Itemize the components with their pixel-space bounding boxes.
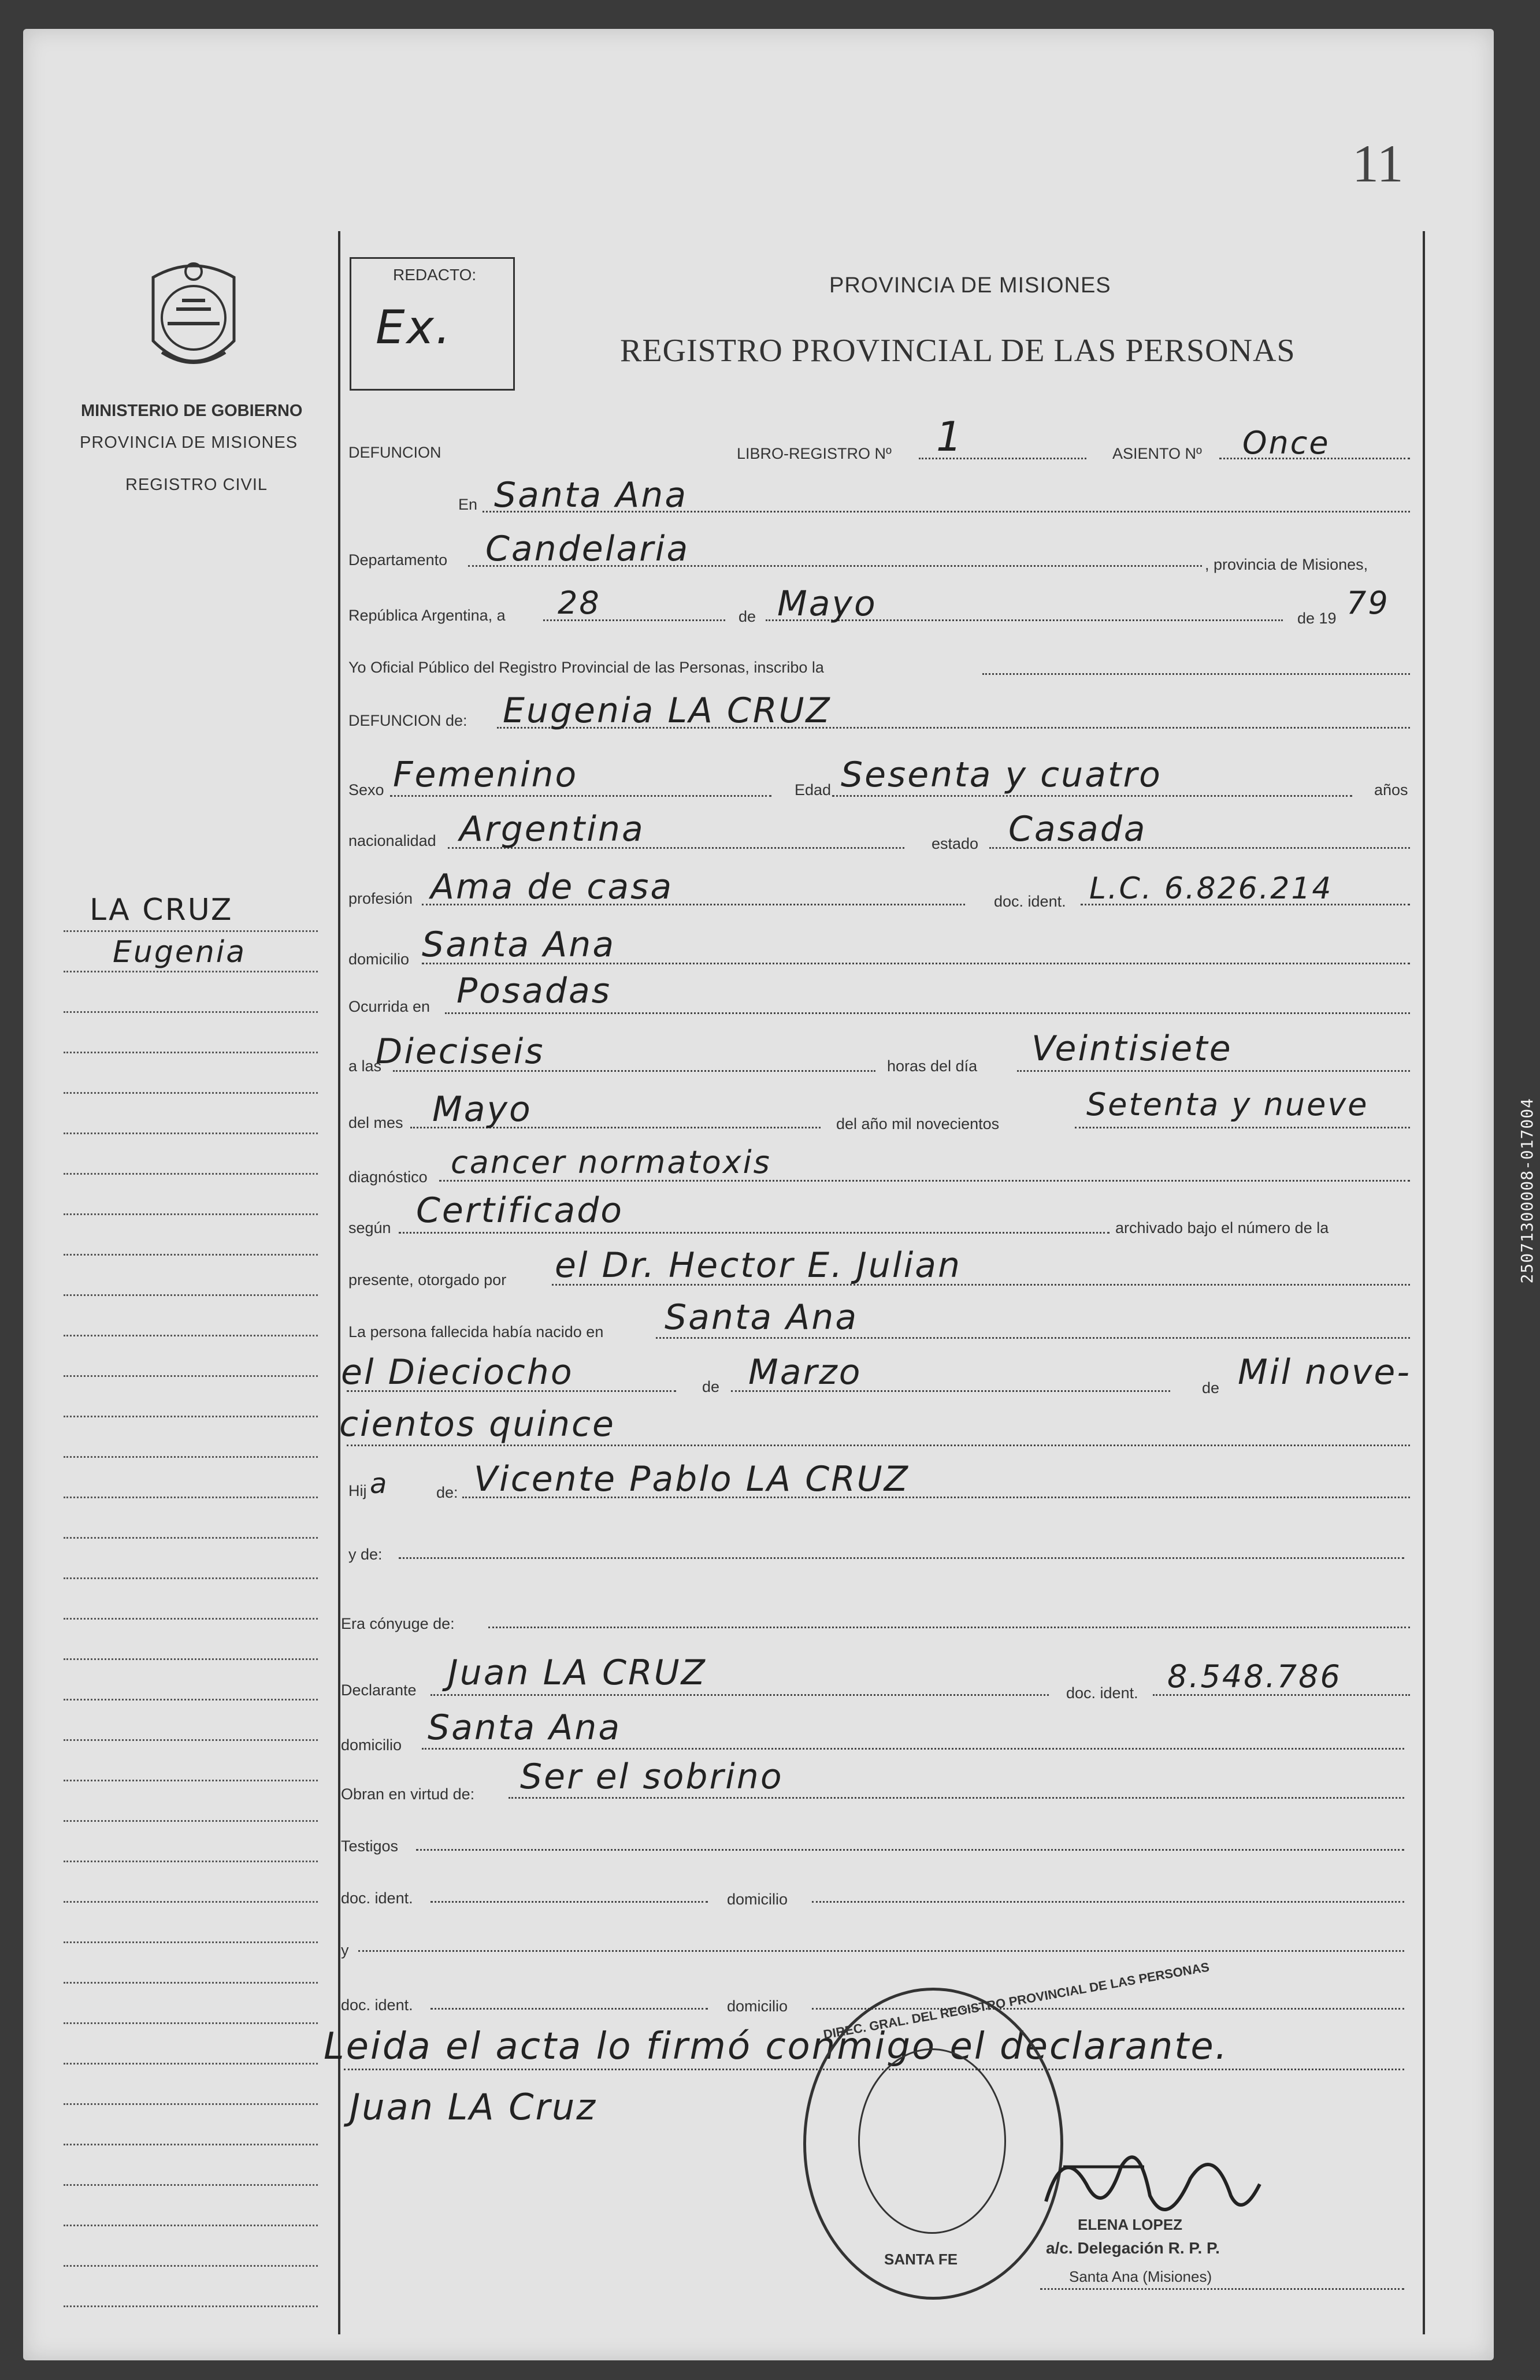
del-mes-value: Mayo xyxy=(432,1089,532,1130)
decl-doc-label: doc. ident. xyxy=(1066,1684,1138,1702)
archivado-label: archivado bajo el número de la xyxy=(1115,1219,1329,1237)
doc-ident-label: doc. ident. xyxy=(994,893,1066,910)
departamento-value: Candelaria xyxy=(485,529,690,569)
oficial-text: Yo Oficial Público del Registro Provincial de las Personas, inscribo la xyxy=(348,659,824,676)
nacionalidad-label: nacionalidad xyxy=(348,832,436,849)
de-label: de xyxy=(739,608,756,625)
margin-line xyxy=(64,1982,318,1984)
margin-line xyxy=(64,1375,318,1377)
nacido-value: Santa Ana xyxy=(665,1297,859,1338)
t1-dom-label: domicilio xyxy=(727,1891,788,1908)
sexo-label: Sexo xyxy=(348,781,384,799)
title-province: PROVINCIA DE MISIONES xyxy=(829,273,1111,298)
margin-given-name: Eugenia xyxy=(113,935,247,970)
margin-line xyxy=(64,2184,318,2186)
margin-line xyxy=(64,2305,318,2307)
diagnostico-value: cancer normatoxis xyxy=(451,1144,771,1180)
declarante-line xyxy=(431,1694,1049,1696)
decl-doc-value: 8.548.786 xyxy=(1167,1658,1342,1695)
estado-label: estado xyxy=(932,835,979,852)
el-value: el Dieciocho xyxy=(341,1352,574,1393)
ocurrida-label: Ocurrida en xyxy=(348,998,431,1015)
asiento-label: ASIENTO Nº xyxy=(1112,445,1202,462)
margin-line xyxy=(64,1780,318,1781)
anio-value: 79 xyxy=(1346,585,1390,621)
departamento-label: Departamento xyxy=(348,551,448,569)
margin-line xyxy=(64,1820,318,1822)
margin-line xyxy=(64,1416,318,1417)
margin-line xyxy=(64,1699,318,1700)
bottom-line xyxy=(1040,2288,1404,2290)
declarant-signature: Juan LA Cruz xyxy=(350,2086,597,2128)
margin-line xyxy=(64,1456,318,1458)
margin-line xyxy=(64,2063,318,2065)
del-mes-label: del mes xyxy=(348,1114,403,1131)
cientos-line xyxy=(347,1445,1410,1446)
edad-value: Sesenta y cuatro xyxy=(841,755,1162,795)
margin-line xyxy=(64,930,318,932)
domicilio-label: domicilio xyxy=(348,950,410,968)
leida-text: Leida el acta lo firmó conmigo el declarante. xyxy=(324,2025,1229,2068)
oficial-line xyxy=(982,673,1410,675)
t1-doc-label: doc. ident. xyxy=(341,1889,413,1907)
t2-doc-line xyxy=(431,2008,708,2010)
asiento-value: Once xyxy=(1242,425,1330,461)
redacto-label: REDACTO: xyxy=(393,266,477,284)
sexo-line xyxy=(390,795,771,797)
sexo-value: Femenino xyxy=(393,755,578,795)
declarante-label: Declarante xyxy=(341,1681,417,1699)
horas-dia-label: horas del día xyxy=(887,1057,978,1075)
hija-de-label: de: xyxy=(436,1484,458,1501)
profesion-value: Ama de casa xyxy=(431,867,674,907)
republica-label: República Argentina, a xyxy=(348,607,506,624)
margin-line xyxy=(64,1011,318,1013)
diagnostico-label: diagnóstico xyxy=(348,1168,428,1186)
presente-value: el Dr. Hector E. Julian xyxy=(555,1245,962,1286)
declarante-value: Juan LA CRUZ xyxy=(448,1653,707,1693)
margin-line xyxy=(64,2022,318,2024)
conyuge-label: Era cónyuge de: xyxy=(341,1615,455,1632)
ministry-label: MINISTERIO DE GOBIERNO xyxy=(81,402,303,420)
registry-label: REGISTRO CIVIL xyxy=(125,476,268,494)
ocurrida-value: Posadas xyxy=(457,971,612,1011)
type-label: DEFUNCION xyxy=(348,444,441,461)
libro-value: 1 xyxy=(936,413,964,461)
obran-value: Ser el sobrino xyxy=(520,1757,784,1797)
segun-value: Certificado xyxy=(416,1190,624,1231)
estado-value: Casada xyxy=(1008,809,1147,849)
anos-label: años xyxy=(1374,781,1408,799)
margin-line xyxy=(64,2103,318,2105)
margin-line xyxy=(64,1092,318,1094)
padre-value: Vicente Pablo LA CRUZ xyxy=(474,1459,910,1499)
dia-texto-line xyxy=(1017,1070,1410,1072)
margin-line xyxy=(64,1537,318,1539)
official-name: ELENA LOPEZ xyxy=(1078,2216,1183,2233)
decl-domicilio-label: domicilio xyxy=(341,1736,402,1754)
margin-line xyxy=(64,1052,318,1053)
seal-bottom: SANTA FE xyxy=(884,2251,958,2268)
de-mil-label: de xyxy=(1202,1379,1220,1397)
margin-line xyxy=(64,2144,318,2145)
hora-value: Dieciseis xyxy=(376,1031,545,1072)
margin-line xyxy=(64,1294,318,1296)
left-frame-line xyxy=(338,231,340,2334)
margin-line xyxy=(64,1133,318,1134)
y-de-line xyxy=(399,1557,1404,1559)
margin-surname: LA CRUZ xyxy=(90,893,233,927)
official-role: a/c. Delegación R. P. P. xyxy=(1046,2239,1220,2257)
margin-line xyxy=(64,971,318,972)
y-de-label: y de: xyxy=(348,1546,383,1563)
domicilio-value: Santa Ana xyxy=(422,924,616,965)
edad-line xyxy=(832,795,1352,797)
anio-texto-value: Setenta y nueve xyxy=(1086,1086,1369,1123)
presente-label: presente, otorgado por xyxy=(348,1271,507,1289)
hija-label: Hij xyxy=(348,1482,367,1499)
obran-line xyxy=(509,1797,1404,1799)
testigos-line xyxy=(416,1849,1404,1851)
ocurrida-line xyxy=(445,1012,1410,1014)
a-las-label: a las xyxy=(348,1057,382,1075)
margin-line xyxy=(64,1739,318,1741)
decl-domicilio-value: Santa Ana xyxy=(428,1707,622,1748)
nacido-label: La persona fallecida había nacido en xyxy=(348,1323,604,1341)
margin-line xyxy=(64,1497,318,1498)
seal-text: DIREC. GRAL. DEL REGISTRO PROVINCIAL DE LAS PERSONAS xyxy=(822,1959,1211,2042)
margin-line xyxy=(64,2265,318,2267)
side-code: 25071300008-017004 xyxy=(1517,1098,1537,1284)
margin-line xyxy=(64,1861,318,1862)
del-anio-label: del año mil novecientos xyxy=(836,1115,1000,1133)
y-label: y xyxy=(341,1941,349,1959)
en-value: Santa Ana xyxy=(494,475,688,515)
official-seal-inner xyxy=(858,2048,1006,2234)
margin-line xyxy=(64,1577,318,1579)
t2-dom-label: domicilio xyxy=(727,1997,788,2015)
coat-of-arms-emblem xyxy=(142,254,246,381)
margin-line xyxy=(64,1658,318,1660)
t2-doc-label: doc. ident. xyxy=(341,1996,413,2014)
en-label: En xyxy=(458,496,478,513)
mil-value: Mil nove- xyxy=(1238,1352,1411,1393)
de19-label: de 19 xyxy=(1297,610,1337,627)
edad-label: Edad xyxy=(795,781,832,799)
dia-value: 28 xyxy=(558,585,601,621)
testigos-label: Testigos xyxy=(341,1837,399,1855)
title-registry: REGISTRO PROVINCIAL DE LAS PERSONAS xyxy=(620,333,1296,369)
provincia-suffix: , provincia de Misiones, xyxy=(1205,556,1368,573)
redacto-value: Ex. xyxy=(376,300,452,354)
y-line xyxy=(358,1950,1404,1952)
decl-domicilio-line xyxy=(422,1748,1404,1750)
anio-texto-line xyxy=(1075,1127,1410,1128)
nacionalidad-value: Argentina xyxy=(459,809,645,849)
de-marzo-label: de xyxy=(702,1378,720,1395)
defuncion-de-label: DEFUNCION de: xyxy=(348,712,467,729)
margin-line xyxy=(64,1335,318,1336)
margin-line xyxy=(64,1618,318,1620)
t1-dom-line xyxy=(812,1901,1404,1903)
segun-label: según xyxy=(348,1219,391,1237)
marzo-value: Marzo xyxy=(748,1352,862,1393)
conyuge-line xyxy=(488,1627,1410,1628)
nombre-value: Eugenia LA CRUZ xyxy=(503,690,832,731)
margin-line xyxy=(64,1213,318,1215)
margin-line xyxy=(64,1901,318,1903)
margin-line xyxy=(64,1941,318,1943)
obran-label: Obran en virtud de: xyxy=(341,1785,475,1803)
page-number: 11 xyxy=(1352,134,1404,193)
libro-label: LIBRO-REGISTRO Nº xyxy=(737,445,892,462)
right-frame-line xyxy=(1423,231,1425,2334)
province-label: PROVINCIA DE MISIONES xyxy=(80,433,298,452)
cientos-value: cientos quince xyxy=(339,1404,615,1445)
dia-texto-value: Veintisiete xyxy=(1031,1029,1233,1069)
margin-line xyxy=(64,2225,318,2226)
profesion-label: profesión xyxy=(348,890,413,907)
t1-doc-line xyxy=(431,1901,708,1903)
margin-line xyxy=(64,1254,318,1256)
margin-line xyxy=(64,1173,318,1175)
doc-ident-value: L.C. 6.826.214 xyxy=(1089,871,1333,906)
hija-suffix: a xyxy=(370,1468,389,1500)
segun-line xyxy=(399,1232,1109,1234)
mes-value: Mayo xyxy=(777,584,877,624)
official-place: Santa Ana (Misiones) xyxy=(1069,2268,1212,2285)
